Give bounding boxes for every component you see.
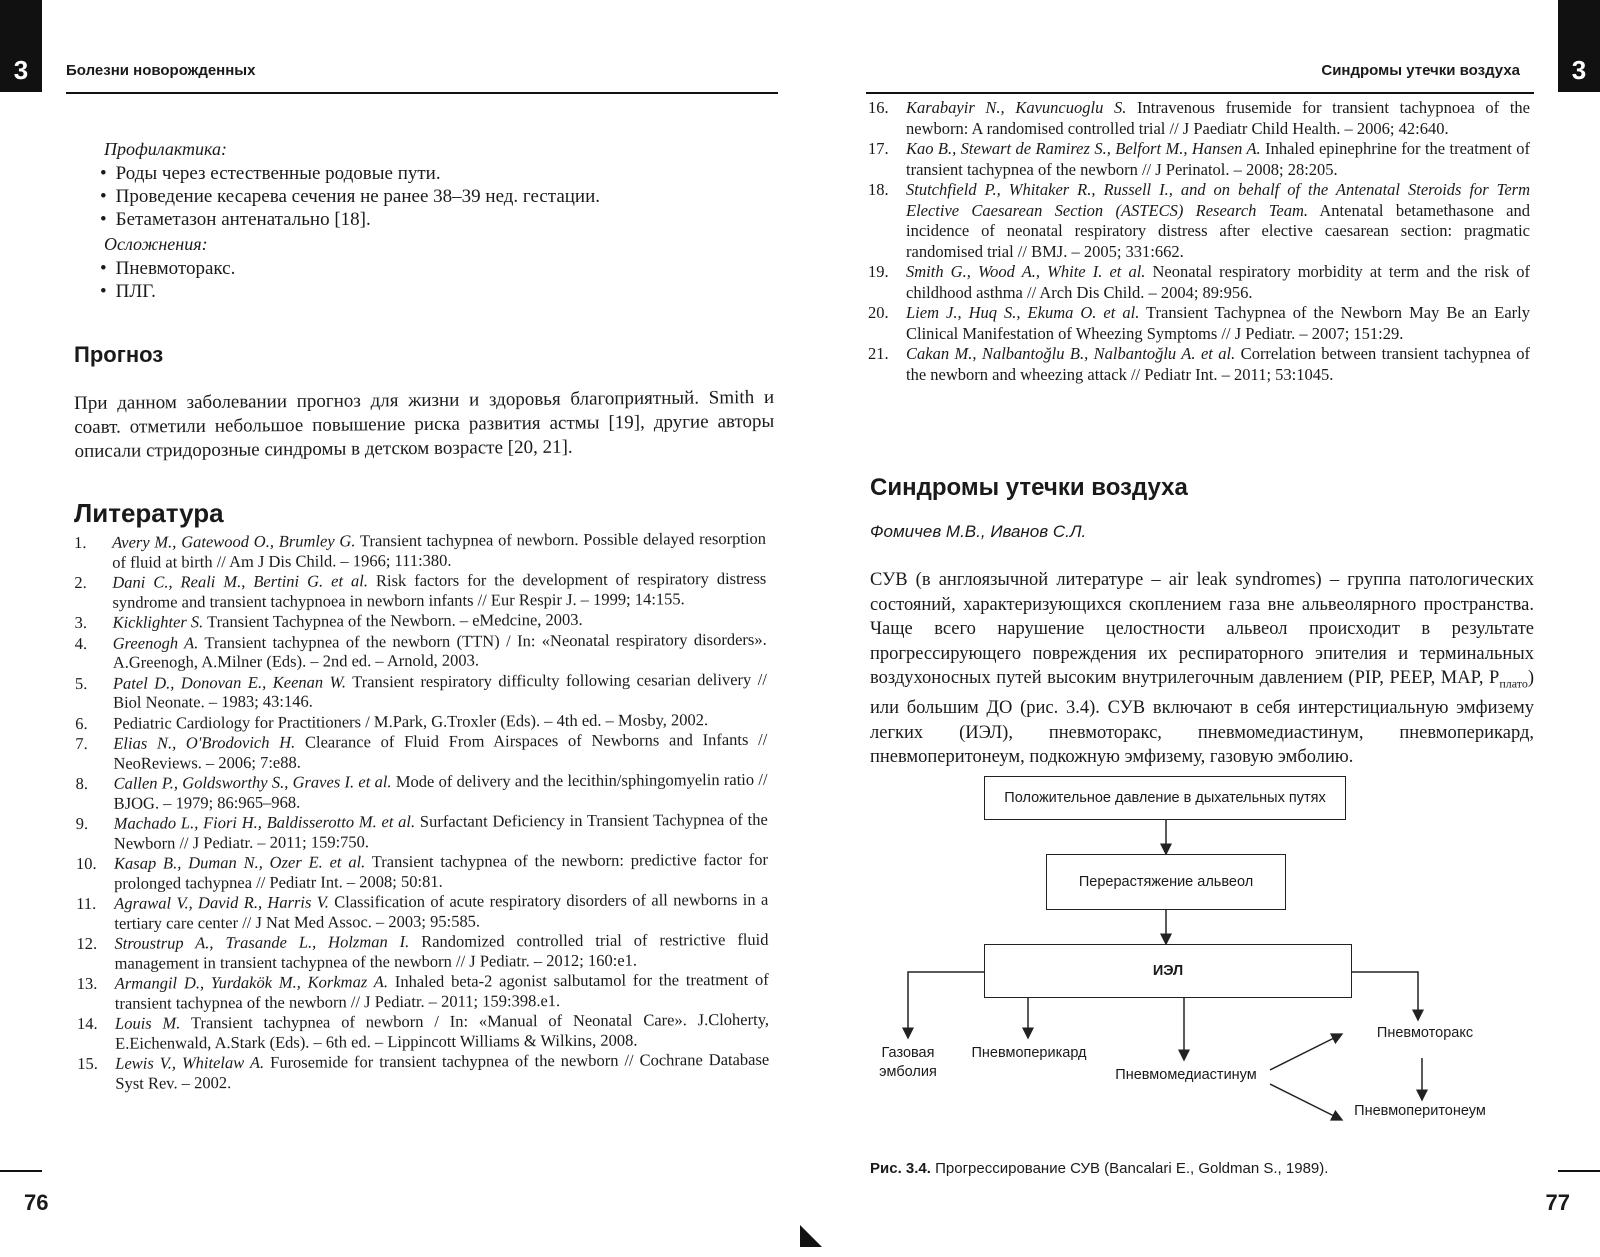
air-leak-heading: Синдромы утечки воздуха (870, 474, 1188, 501)
reference-text: Transient tachypnea of the newborn: predictive factor for prolonged tachypnea // Pediatr Int. – 2008; 50:81. (114, 849, 769, 893)
literature-list (74, 529, 769, 1094)
list-item: • Роды через естественные родовые пути. (100, 162, 774, 185)
header-rule-left (66, 92, 778, 94)
reference-number: 1. (74, 532, 87, 552)
box-positive-pressure: Положительное давление в дыхательных путях (984, 776, 1346, 820)
reference-item (76, 810, 768, 853)
label-pneumothorax: Пневмоторакс (1376, 1025, 1474, 1041)
prophylaxis-block (74, 138, 774, 305)
prognosis-text: При данном заболевании прогноз для жизни и здоровья благоприятный. Smith и соавт. отметили небольшое повышение риска развития астмы [19], другие авторы описали стридорозные синдромы в детском возрасте [20, 21]. (74, 386, 775, 462)
reference-authors: Dani C., Reali M., Bertini G. et al. (112, 571, 369, 592)
page-number-rule-right (1558, 1170, 1600, 1172)
reference-item (76, 930, 768, 973)
reference-text: Transient tachypnea of newborn / In: «Manual of Neonatal Care». J.Cloherty, E.Eichenwald, A.Stark (Eds). – 6th ed. – Lippincott Williams & Wilkins, 2008. (115, 1009, 770, 1053)
reference-text: Furosemide for transient tachypnea of the newborn // Cochrane Database Syst Rev. – 2002. (115, 1049, 770, 1093)
list-item: • ПЛГ. (100, 280, 774, 303)
reference-item (75, 730, 767, 773)
reference-number: 15. (77, 1053, 98, 1073)
reference-item (77, 1050, 769, 1093)
arrow-pneumothorax (1270, 1034, 1342, 1070)
reference-item (75, 669, 767, 712)
reference-authors: Stutchfield P., Whitaker R., Russell I., and on behalf of the Antenatal Steroids for Term Elective Caesarean Section (ASTECS) Research Team. (906, 180, 1530, 220)
reference-number: 11. (76, 893, 97, 913)
reference-item (868, 262, 1530, 303)
reference-text: Intravenous frusemide for transient tachypnoea of the newborn: A randomised controlled trial // J Paediatr Child Health. – 2006; 42:640. (906, 98, 1530, 138)
reference-text: Clearance of Fluid From Airspaces of Newborns and Infants // NeoReviews. – 2006; 7:e88. (113, 729, 768, 773)
reference-authors: Avery M., Gatewood O., Brumley G. (111, 531, 356, 552)
literature-heading: Литература (74, 498, 224, 528)
reference-authors: Callen P., Goldsworthy S., Graves I. et al. (113, 772, 392, 793)
running-head-right: Синдромы утечки воздуха (1321, 62, 1520, 79)
reference-number: 4. (74, 633, 88, 653)
references-list (868, 98, 1530, 385)
reference-number: 17. (868, 139, 889, 158)
reference-authors: Kao B., Stewart de Ramirez S., Belfort M., Hansen A. (906, 139, 1261, 158)
list-item: • Бетаметазон антенатально [18]. (100, 208, 774, 231)
reference-number: 19. (868, 262, 889, 281)
chapter-tab-right: 3 (1558, 0, 1600, 92)
reference-number: 10. (75, 853, 97, 873)
reference-text: Transient tachypnea of newborn. Possible delayed resorption of fluid at birth // Am J Dis Child. – 1966; 111:380. (112, 528, 767, 572)
section-authors: Фомичев М.В., Иванов С.Л. (870, 522, 1087, 541)
reference-text: Transient tachypnea of the newborn (TTN) / In: «Neonatal respiratory disorders». A.Greenogh, A.Milner (Eds). – 2nd ed. – Arnold, 2003. (112, 629, 767, 672)
reference-number: 20. (868, 303, 889, 322)
reference-item (75, 629, 767, 672)
reference-text: Antenatal betamethasone and incidence of neonatal respiratory distress after elective caesarean section: pragmatic randomised trial // BMJ. – 2005; 331:662. (906, 200, 1530, 261)
reference-item (868, 344, 1530, 385)
reference-number: 14. (76, 1013, 98, 1033)
reference-text: Inhaled beta-2 agonist salbutamol for the treatment of transient tachypnea of the newborn // J Pediatr. – 2011; 159:398.e1. (114, 969, 769, 1013)
reference-authors: Cakan M., Nalbantoğlu B., Nalbantoğlu A. et al. (906, 344, 1236, 363)
reference-item (74, 569, 766, 612)
reference-number: 9. (75, 813, 89, 833)
reference-text: Surfactant Deficiency in Transient Tachypnea of the Newborn // J Pediatr. – 2011; 159:750. (113, 809, 768, 853)
label-gas-embolism: Газовая эмболия (879, 1045, 937, 1080)
air-leak-flow-diagram (870, 780, 1534, 1140)
reference-item (76, 850, 768, 893)
label-pneumomediastinum: Пневмомедиастинум (1115, 1067, 1257, 1083)
prognosis-heading: Прогноз (74, 342, 164, 367)
running-head-left: Болезни новорожденных (66, 62, 256, 79)
reference-number: 7. (75, 733, 88, 753)
reference-number: 12. (76, 933, 98, 953)
reference-item (75, 770, 767, 813)
reference-number: 3. (74, 612, 87, 632)
reference-item (77, 1010, 769, 1053)
reference-authors: Louis M. (114, 1013, 181, 1033)
prophylaxis-list (74, 162, 774, 231)
reference-text: Transient Tachypnea of the Newborn. – eMedcine, 2003. (203, 609, 583, 632)
reference-item (77, 970, 769, 1013)
reference-number: 18. (868, 180, 889, 199)
reference-text: Classification of acute respiratory disorders of all newborns in a tertiary care center // J Nat Med Assoc. – 2003; 95:585. (114, 889, 769, 933)
reference-number: 6. (75, 713, 88, 733)
reference-text: Transient respiratory difficulty following cesarian delivery // Biol Neonate. – 1983; 43:146. (112, 669, 767, 712)
list-item: • Пневмоторакс. (100, 257, 774, 280)
complications-list (74, 257, 774, 303)
reference-item (868, 180, 1530, 262)
reference-authors: Lewis V., Whitelaw A. (115, 1052, 265, 1073)
reference-number: 5. (74, 673, 88, 693)
reference-authors: Kasap B., Duman N., Ozer E. et al. (113, 852, 366, 873)
reference-authors: Kicklighter S. (112, 612, 204, 632)
reference-authors: Agrawal V., David R., Harris V. (114, 892, 329, 913)
reference-text: Inhaled epinephrine for the treatment of transient tachypnea of the newborn // J Perinatol. – 2008; 28:205. (906, 139, 1530, 179)
label-pneumoperitoneum: Пневмоперитонеум (1354, 1103, 1486, 1119)
reference-authors: Patel D., Donovan E., Keenan W. (112, 671, 347, 693)
reference-item (76, 890, 768, 933)
reference-number: 8. (75, 773, 88, 793)
reference-item (868, 139, 1530, 180)
prophylaxis-label: Профилактика: (104, 139, 227, 159)
reference-authors: Elias N., O'Brodovich H. (113, 732, 296, 753)
reference-authors: Machado L., Fiori H., Baldisserotto M. et al. (113, 811, 416, 833)
header-rule-right (866, 92, 1534, 94)
reference-text: Mode of delivery and the lecithin/sphingomyelin ratio // BJOG. – 1979; 86:965–968. (113, 769, 768, 813)
reference-authors: Greenogh A. (112, 632, 199, 653)
reference-text: Randomized controlled trial of restrictive fluid management in transient tachypnea of the newborn // J Pediatr. – 2012; 160:e1. (114, 929, 769, 973)
arrow-right-branch (1352, 972, 1418, 1020)
reference-authors: Smith G., Wood A., White I. et al. (906, 262, 1146, 281)
reference-item (74, 529, 766, 572)
box-pie: ИЭЛ (984, 944, 1352, 998)
page-number-rule-left (0, 1170, 42, 1172)
page-number-right: 77 (1545, 1190, 1570, 1215)
reference-authors: Karabayir N., Kavuncuoglu S. (906, 98, 1127, 117)
reference-text: Transient Tachypnea of the Newborn May Be an Early Clinical Manifestation of Wheezing Symptoms // J Pediatr. – 2007; 151:29. (906, 303, 1530, 343)
reference-authors: Armangil D., Yurdakök M., Korkmaz A. (114, 972, 389, 993)
reference-authors: Liem J., Huq S., Ekuma O. et al. (906, 303, 1140, 322)
complications-label: Осложнения: (104, 234, 208, 254)
reference-number: 13. (76, 973, 98, 993)
arrow-gas-embolism (908, 972, 984, 1038)
reference-number: 21. (868, 344, 889, 363)
page-number-left: 76 (24, 1190, 49, 1215)
reference-number: 2. (74, 572, 87, 592)
reference-number: 16. (868, 98, 889, 117)
fold-mark (800, 1225, 822, 1247)
reference-text: Correlation between transient tachypnea of the newborn and wheezing attack // Pediatr Int. – 2011; 53:1045. (906, 344, 1530, 384)
air-leak-text: СУВ (в англоязычной литературе – air leak syndromes) – группа патологических состояний, характеризующихся скоплением газа вне альвеолярного пространства. Чаще всего нарушение целостности альвеол происходит в результате прогрессирующего повреждения их респираторного эпителия и терминальных воздухоносных путей высоким внутрилегочным давлением (PIP, PEEP, MAP, $P_{плато}$) или большим ДО (рис. 3.4). СУВ включают в себя интерстициальную эмфизему легких (ИЭЛ), пневмоторакс, пневмомедиастинум, пневмоперикард, пневмоперитонеум, подкожную эмфизему, газовую эмболию. (870, 570, 1534, 768)
reference-item (868, 303, 1530, 344)
reference-item (868, 98, 1530, 139)
reference-text: Pediatric Cardiology for Practitioners / M.Park, G.Troxler (Eds). – 4th ed. – Mosby, 2002. (113, 709, 709, 733)
list-item: • Проведение кесарева сечения не ранее 38–39 нед. гестации. (100, 185, 774, 208)
reference-text: Risk factors for the development of respiratory distress syndrome and transient tachypnoea in newborn infants // Eur Respir J. – 1999; 14:155. (112, 568, 767, 612)
reference-authors: Stroustrup A., Trasande L., Holzman I. (114, 931, 410, 953)
reference-text: Neonatal respiratory morbidity at term and the risk of childhood asthma // Arch Dis Child. – 2004; 89:956. (906, 262, 1530, 302)
figure-caption: Рис. 3.4. Прогрессирование СУВ (Bancalari E., Goldman S., 1989). (870, 1160, 1329, 1177)
box-alveolar-overdistension: Перерастяжение альвеол (1046, 854, 1286, 910)
arrow-pneumoperitoneum (1270, 1084, 1342, 1120)
label-pneumopericardium: Пневмоперикард (971, 1045, 1087, 1061)
chapter-tab-left: 3 (0, 0, 42, 92)
